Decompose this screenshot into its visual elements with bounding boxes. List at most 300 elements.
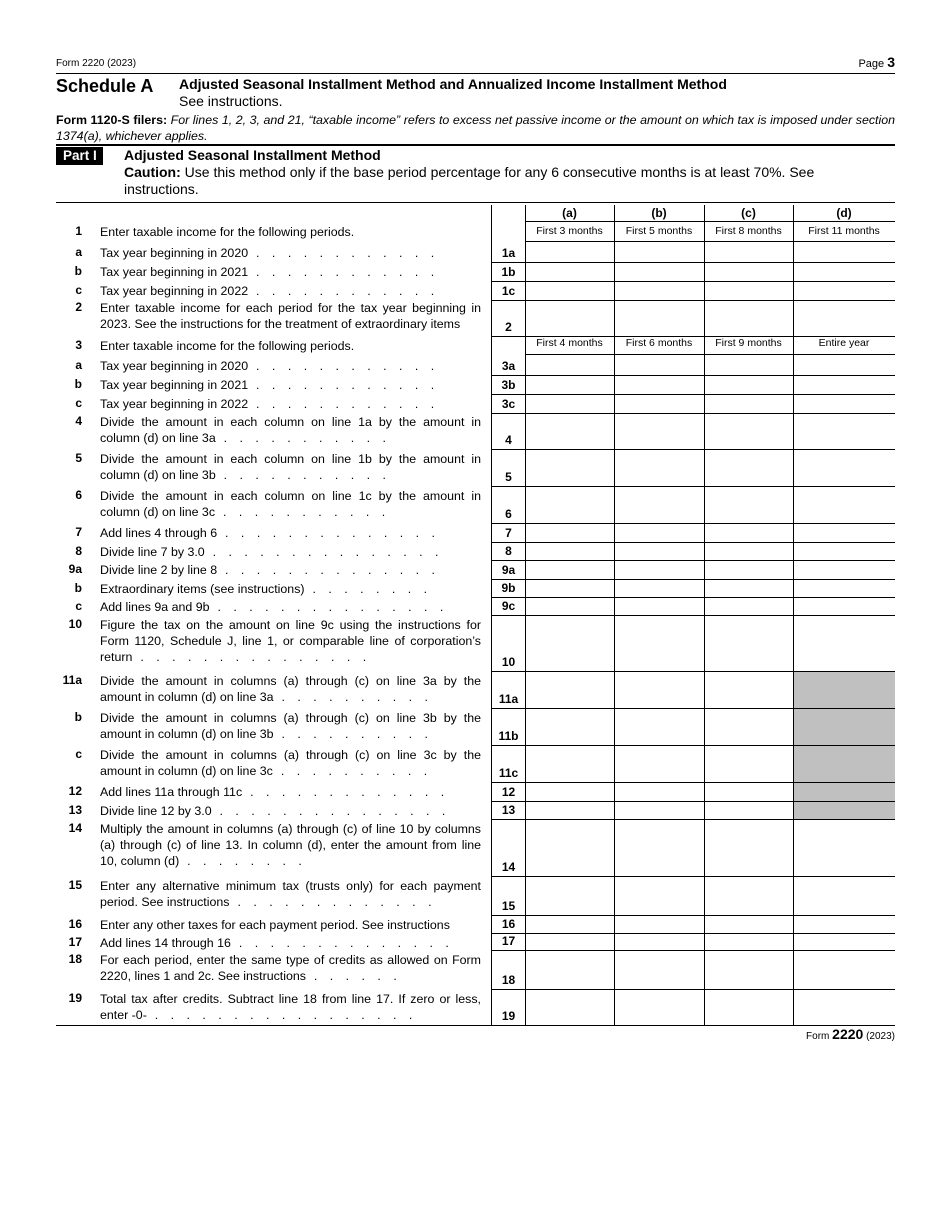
line-description (100, 617, 481, 665)
dot-leader: . . . . . . . . . . . . . . . . . (146, 1008, 417, 1022)
line-row (56, 394, 895, 413)
line-number: 14 (68, 821, 82, 835)
line-text: Add lines 4 through 6 (100, 526, 218, 540)
amount-cell-a[interactable] (526, 989, 614, 1025)
part-title: Adjusted Seasonal Installment Method (124, 147, 381, 163)
line-row (56, 597, 895, 615)
line-description (100, 935, 481, 951)
line-reference: 2 (505, 320, 512, 334)
amount-cell-c[interactable] (705, 394, 793, 413)
amount-cell-d (794, 801, 895, 819)
line-row (56, 708, 895, 745)
line-text: Extraordinary items (see instructions) (100, 582, 305, 596)
form-page (56, 52, 895, 203)
amount-cell-a[interactable] (526, 745, 614, 782)
amount-cell-c[interactable] (705, 950, 793, 989)
amount-cell-d[interactable] (794, 523, 895, 542)
dot-leader: . . . . . . . . . . . . . . (217, 526, 440, 540)
amount-cell-a[interactable] (526, 597, 614, 615)
amount-cell-d[interactable] (794, 542, 895, 560)
line-row (56, 671, 895, 708)
line-description (100, 599, 481, 615)
dot-leader: . . . . . . . . . . (273, 690, 433, 704)
line-number: a (75, 358, 82, 372)
line-description (100, 544, 481, 560)
column-header: (d) (836, 206, 852, 220)
line-text: Divide line 12 by 3.0 (100, 804, 212, 818)
line-row (56, 222, 895, 241)
line-text: Tax year beginning in 2021 (100, 265, 249, 279)
line-row (56, 486, 895, 523)
line-number: 8 (75, 544, 82, 558)
line-text: Tax year beginning in 2022 (100, 397, 249, 411)
amount-cell-c[interactable] (705, 933, 793, 950)
line-row (56, 356, 895, 375)
dot-leader: . . . . . . . . . . . . (248, 284, 439, 298)
amount-cell-d[interactable] (794, 486, 895, 523)
line-number: 10 (68, 617, 82, 631)
amount-cell-a[interactable] (526, 243, 614, 262)
amount-cell-c[interactable] (705, 579, 793, 597)
line-reference: 12 (501, 785, 516, 799)
line-description (100, 338, 481, 354)
line-reference: 1c (501, 284, 516, 298)
line-number: 15 (68, 878, 82, 892)
amount-cell-c[interactable] (705, 449, 793, 486)
amount-cell-c[interactable] (705, 801, 793, 819)
line-reference: 19 (501, 1009, 516, 1023)
line-reference: 16 (501, 917, 516, 931)
amount-cell-a[interactable] (526, 449, 614, 486)
dot-leader: . . . . . . . . . . . . (248, 378, 439, 392)
amount-cell-d[interactable] (794, 375, 895, 394)
schedule-subtitle: See instructions. (179, 93, 283, 109)
amount-cell-d[interactable] (794, 394, 895, 413)
amount-cell-b[interactable] (615, 523, 704, 542)
dot-leader: . . . . . . . . . . . (215, 505, 390, 519)
line-text: Divide the amount in each column on line 1b by the amount in column (d) on line 3b (100, 452, 481, 482)
line-reference: 6 (505, 507, 512, 521)
schedule-title: Adjusted Seasonal Installment Method and Annualized Income Installment Method (179, 76, 727, 92)
line-description (100, 562, 481, 578)
amount-cell-b[interactable] (615, 412, 704, 449)
amount-cell-b[interactable] (615, 950, 704, 989)
amount-cell-c[interactable] (705, 523, 793, 542)
line-row (56, 950, 895, 989)
line-text: Add lines 14 through 16 (100, 936, 231, 950)
amount-cell-a[interactable] (526, 542, 614, 560)
amount-cell-d[interactable] (794, 298, 895, 336)
line-row (56, 375, 895, 394)
line-reference: 9c (501, 599, 516, 613)
line-row (56, 782, 895, 801)
amount-cell-b[interactable] (615, 356, 704, 375)
amount-cell-d[interactable] (794, 560, 895, 579)
line-text: Divide the amount in columns (a) through (c) on line 3c by the amount in column (d) on line 3c (100, 748, 481, 778)
line-reference: 9a (501, 563, 516, 577)
line-reference: 3a (501, 359, 516, 373)
line-reference: 15 (501, 899, 516, 913)
line-number: 19 (68, 991, 82, 1005)
line-description (100, 414, 481, 446)
schedule-name: Schedule A (56, 76, 154, 96)
amount-cell-c[interactable] (705, 745, 793, 782)
line-reference: 3b (501, 378, 516, 392)
line-row (56, 298, 895, 336)
amount-cell-c[interactable] (705, 876, 793, 915)
page-label: Page (858, 58, 885, 70)
line-reference: 11c (498, 766, 519, 780)
amount-cell-a[interactable] (526, 298, 614, 336)
line-row (56, 336, 895, 356)
line-text: Tax year beginning in 2020 (100, 359, 249, 373)
line-reference: 14 (501, 860, 516, 874)
line-number: 11a (62, 673, 82, 687)
amount-cell-c[interactable] (705, 708, 793, 745)
line-reference: 3c (501, 397, 516, 411)
filers-note-text: For lines 1, 2, 3, and 21, “taxable income” refers to excess net passive income or the amount on which tax is imposed under section 1374(a), whichever applies. (56, 113, 896, 143)
amount-cell-b[interactable] (615, 597, 704, 615)
amount-cell-d[interactable] (794, 262, 895, 281)
line-description (100, 991, 481, 1023)
dot-leader: . . . . . . . . . . . . . . . (209, 600, 448, 614)
line-description (100, 245, 481, 261)
line-number: 12 (68, 784, 82, 798)
line-number: 6 (75, 488, 82, 502)
line-description (100, 525, 481, 541)
page-footer (806, 1026, 895, 1042)
form-id: Form 2220 (2023) (56, 58, 137, 69)
line-text: Tax year beginning in 2020 (100, 246, 249, 260)
line-text: Divide line 2 by line 8 (100, 563, 218, 577)
amount-cell-a[interactable] (526, 375, 614, 394)
dot-leader: . . . . . . . . . . . . (248, 246, 439, 260)
line-description (100, 581, 481, 597)
amount-cell-d[interactable] (794, 950, 895, 989)
line-description (100, 377, 481, 393)
amount-cell-b[interactable] (615, 243, 704, 262)
amount-cell-d[interactable] (794, 933, 895, 950)
amount-cell-d[interactable] (794, 579, 895, 597)
amount-cell-a[interactable] (526, 615, 614, 671)
amount-cell-b[interactable] (615, 708, 704, 745)
line-number: 2 (75, 300, 82, 314)
amount-cell-d[interactable] (794, 356, 895, 375)
amount-cell-a[interactable] (526, 915, 614, 933)
dot-leader: . . . . . . . . . . . . . . (217, 563, 440, 577)
column-period-row1: First 5 months (625, 225, 693, 237)
line-reference: 5 (505, 470, 512, 484)
line-number: b (74, 377, 82, 391)
amount-cell-b[interactable] (615, 819, 704, 876)
amount-cell-c[interactable] (705, 542, 793, 560)
amount-cell-b[interactable] (615, 915, 704, 933)
column-period-row3: Entire year (818, 337, 870, 349)
line-number: 17 (68, 935, 82, 949)
part-heading (56, 146, 895, 203)
filers-note (56, 108, 895, 146)
line-number: 9a (68, 562, 82, 576)
amount-cell-d[interactable] (794, 989, 895, 1025)
column-period-row3: First 9 months (715, 337, 782, 349)
line-description (100, 803, 481, 819)
amount-cell-c[interactable] (705, 243, 793, 262)
column-header: (c) (741, 206, 756, 220)
amount-cell-d[interactable] (794, 819, 895, 876)
line-number: b (74, 264, 82, 278)
line-text: For each period, enter the same type of credits as allowed on Form 2220, lines 1 and 2c. See instructions (100, 953, 481, 983)
amount-cell-c[interactable] (705, 356, 793, 375)
amount-cell-d[interactable] (794, 597, 895, 615)
amount-cell-a[interactable] (526, 486, 614, 523)
line-reference: 18 (501, 973, 516, 987)
amount-cell-a[interactable] (526, 801, 614, 819)
line-text: Add lines 9a and 9b (100, 600, 210, 614)
page-header (56, 52, 895, 74)
schedule-heading (56, 74, 895, 108)
line-reference: 8 (505, 544, 512, 558)
amount-cell-b[interactable] (615, 394, 704, 413)
footer-year: (2023) (866, 1031, 895, 1042)
line-description (100, 396, 481, 412)
line-text: Divide the amount in each column on line 1a by the amount in column (d) on line 3a (100, 415, 481, 445)
dot-leader: . . . . . . . . . . . . . (242, 785, 449, 799)
line-number: c (75, 747, 82, 761)
amount-cell-b[interactable] (615, 449, 704, 486)
amount-cell-a[interactable] (526, 356, 614, 375)
amount-cell-c[interactable] (705, 915, 793, 933)
amount-cell-b[interactable] (615, 782, 704, 801)
amount-cell-c[interactable] (705, 597, 793, 615)
line-row (56, 262, 895, 281)
line-text: Enter any other taxes for each payment period. See instructions (100, 918, 450, 932)
dot-leader: . . . . . . . . . . (272, 764, 432, 778)
table-bottom-rule (56, 1025, 895, 1026)
column-period-row1: First 11 months (808, 225, 880, 237)
amount-cell-c[interactable] (705, 375, 793, 394)
amount-cell-b[interactable] (615, 615, 704, 671)
line-description (100, 878, 481, 910)
line-reference: 11a (498, 692, 519, 706)
dot-leader: . . . . . . . . (179, 854, 307, 868)
line-text: Add lines 11a through 11c (100, 785, 243, 799)
dot-leader: . . . . . . . . . . . . (248, 265, 439, 279)
line-number: 3 (75, 338, 82, 352)
page-indicator (858, 54, 895, 70)
line-number: 18 (68, 952, 82, 966)
caution-text: Use this method only if the base period percentage for any 6 consecutive months is at least 70%. See instructions. (124, 164, 815, 197)
line-reference: 4 (505, 433, 512, 447)
amount-cell-a[interactable] (526, 782, 614, 801)
dot-leader: . . . . . . . . . . . . . (229, 895, 437, 909)
line-row (56, 933, 895, 950)
amount-cell-c[interactable] (705, 989, 793, 1025)
amount-cell-a[interactable] (526, 560, 614, 579)
line-text: Enter taxable income for the following periods. (100, 225, 355, 239)
amount-cell-d[interactable] (794, 615, 895, 671)
line-reference: 1a (501, 246, 516, 260)
caution-label: Caution: (124, 164, 181, 180)
line-reference: 9b (501, 581, 516, 595)
line-number: 7 (75, 525, 82, 539)
dot-leader: . . . . . . . . . . (273, 727, 433, 741)
line-text: Divide the amount in each column on line 1c by the amount in column (d) on line 3c (100, 489, 481, 519)
amount-cell-d (794, 745, 895, 782)
amount-cell-b[interactable] (615, 262, 704, 281)
line-text: Divide the amount in columns (a) through (c) on line 3a by the amount in column (d) on line 3a (100, 674, 481, 704)
amount-cell-c[interactable] (705, 819, 793, 876)
line-text: Tax year beginning in 2021 (100, 378, 249, 392)
line-number: b (74, 710, 82, 724)
filers-note-label: Form 1120-S filers: (56, 113, 168, 127)
line-reference: 10 (501, 655, 516, 669)
line-row (56, 915, 895, 933)
line-reference: 1b (501, 265, 516, 279)
line-row (56, 801, 895, 819)
line-description (100, 952, 481, 984)
amount-cell-a[interactable] (526, 579, 614, 597)
amount-cell-b[interactable] (615, 745, 704, 782)
line-text: Divide line 7 by 3.0 (100, 545, 205, 559)
amount-cell-c[interactable] (705, 782, 793, 801)
amount-cell-c[interactable] (705, 671, 793, 708)
amount-cell-b[interactable] (615, 801, 704, 819)
amount-cell-c[interactable] (705, 486, 793, 523)
amount-cell-a[interactable] (526, 933, 614, 950)
amount-cell-a[interactable] (526, 262, 614, 281)
amount-cell-d[interactable] (794, 243, 895, 262)
line-row (56, 523, 895, 542)
line-reference: 7 (505, 526, 512, 540)
line-text: Figure the tax on the amount on line 9c using the instructions for Form 1120, Schedule J, line 1, or comparable line of corporation’s return (100, 618, 481, 664)
amount-cell-d[interactable] (794, 876, 895, 915)
line-text: Enter taxable income for each period for the tax year beginning in 2023. See the instructions for the treatment of extraordinary items (100, 301, 481, 331)
amount-cell-c[interactable] (705, 412, 793, 449)
line-text: Multiply the amount in columns (a) through (c) of line 10 by columns (a) through (c) of line 13. In column (d), enter the amount from line 10, column (d) (100, 822, 481, 868)
dot-leader: . . . . . . . . . . . . (248, 397, 439, 411)
line-text: Total tax after credits. Subtract line 18 from line 17. If zero or less, enter -0- (100, 992, 481, 1022)
line-number: c (75, 396, 82, 410)
line-row (56, 819, 895, 876)
line-text: Divide the amount in columns (a) through (c) on line 3b by the amount in column (d) on line 3b (100, 711, 481, 741)
line-number: 1 (75, 224, 82, 238)
amount-cell-a[interactable] (526, 876, 614, 915)
line-reference: 17 (501, 934, 516, 948)
dot-leader: . . . . . . . . . . . (215, 468, 391, 482)
line-number: 16 (68, 917, 82, 931)
amount-cell-b[interactable] (615, 486, 704, 523)
line-description (100, 710, 481, 742)
line-number: a (75, 245, 82, 259)
line-description (100, 821, 481, 869)
line-description (100, 784, 481, 800)
amount-cell-b[interactable] (615, 671, 704, 708)
line-description (100, 300, 481, 332)
dot-leader: . . . . . . . . . . . . (248, 359, 439, 373)
line-description (100, 283, 481, 299)
line-number: c (75, 283, 82, 297)
dot-leader: . . . . . . . . . . . . . . . (204, 545, 443, 559)
line-reference: 13 (501, 803, 516, 817)
amount-cell-d[interactable] (794, 915, 895, 933)
line-description (100, 358, 481, 374)
amount-cell-b[interactable] (615, 375, 704, 394)
column-period-row1: First 8 months (715, 225, 782, 237)
amount-cell-a[interactable] (526, 412, 614, 449)
amount-cell-a[interactable] (526, 523, 614, 542)
dot-leader: . . . . . . . . (304, 582, 432, 596)
amount-cell-d (794, 782, 895, 801)
amount-cell-a[interactable] (526, 819, 614, 876)
dot-leader: . . . . . . . . . . . . . . (230, 936, 454, 950)
line-number: 4 (75, 414, 82, 428)
amount-cell-d[interactable] (794, 449, 895, 486)
column-header: (b) (651, 206, 667, 220)
column-period-row3: First 4 months (536, 337, 603, 349)
line-row (56, 989, 895, 1025)
amount-cell-b[interactable] (615, 989, 704, 1025)
amount-cell-b[interactable] (615, 560, 704, 579)
line-description (100, 747, 481, 779)
amount-cell-a[interactable] (526, 671, 614, 708)
line-row (56, 560, 895, 579)
page-number: 3 (887, 54, 895, 70)
amount-cell-b[interactable] (615, 876, 704, 915)
line-description (100, 917, 481, 933)
amount-cell-a[interactable] (526, 394, 614, 413)
line-description (100, 264, 481, 280)
dot-leader: . . . . . . (305, 969, 402, 983)
amount-cell-a[interactable] (526, 708, 614, 745)
line-row (56, 615, 895, 671)
line-description (100, 451, 481, 483)
amount-cell-d[interactable] (794, 412, 895, 449)
amount-cell-b[interactable] (615, 542, 704, 560)
amount-cell-b[interactable] (615, 298, 704, 336)
line-text: Tax year beginning in 2022 (100, 284, 249, 298)
line-number: 13 (68, 803, 82, 817)
line-reference: 11b (498, 729, 519, 743)
line-row (56, 412, 895, 449)
column-header: (a) (562, 206, 577, 220)
part-caution (124, 164, 884, 198)
line-description (100, 488, 481, 520)
amount-cell-b[interactable] (615, 579, 704, 597)
line-row (56, 745, 895, 782)
header-rule (525, 241, 895, 242)
amount-cell-c[interactable] (705, 298, 793, 336)
column-period-row3: First 6 months (625, 337, 693, 349)
line-text: Enter taxable income for the following periods. (100, 339, 355, 353)
line-number: 5 (75, 451, 82, 465)
dot-leader: . . . . . . . . . . . (215, 431, 391, 445)
line-number: b (74, 581, 82, 595)
line-row (56, 542, 895, 560)
amount-cell-c[interactable] (705, 560, 793, 579)
amount-cell-a[interactable] (526, 950, 614, 989)
footer-prefix: Form (806, 1031, 830, 1042)
amount-cell-c[interactable] (705, 615, 793, 671)
footer-form-number: 2220 (832, 1026, 864, 1042)
dot-leader: . . . . . . . . . . . . . . . (132, 650, 371, 664)
line-row (56, 579, 895, 597)
amount-cell-b[interactable] (615, 933, 704, 950)
line-description (100, 673, 481, 705)
line-row (56, 449, 895, 486)
part-badge: Part I (56, 147, 103, 165)
amount-cell-c[interactable] (705, 262, 793, 281)
line-number: c (75, 599, 82, 613)
